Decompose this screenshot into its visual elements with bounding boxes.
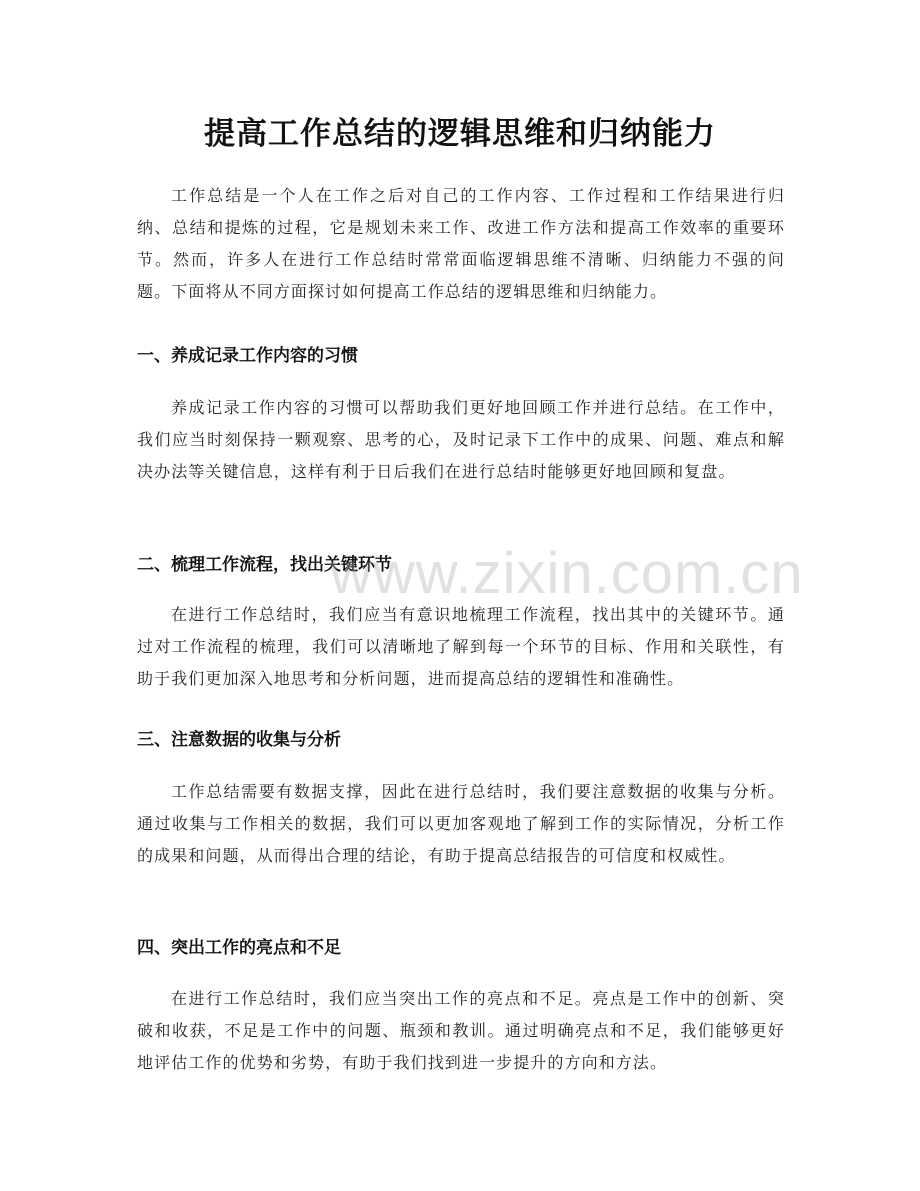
section-heading-1: 一、养成记录工作内容的习惯	[137, 346, 358, 366]
section-heading-3: 三、注意数据的收集与分析	[137, 730, 341, 750]
section-heading-2: 二、梳理工作流程，找出关键环节	[137, 555, 392, 575]
section-body-2: 在进行工作总结时，我们应当有意识地梳理工作流程，找出其中的关键环节。通过对工作流程的梳理，我们可以清晰地了解到每一个环节的目标、作用和关联性，有助于我们更加深入地思考和分析问题，进而提高总结的逻辑性和准确性。	[137, 605, 785, 688]
watermark-logo: www.zixin.com.cn	[330, 541, 804, 606]
section-heading-4: 四、突出工作的亮点和不足	[137, 938, 341, 958]
intro-paragraph: 工作总结是一个人在工作之后对自己的工作内容、工作过程和工作结果进行归纳、总结和提炼的过程，它是规划未来工作、改进工作方法和提高工作效率的重要环节。然而，许多人在进行工作总结时常常面临逻辑思维不清晰、归纳能力不强的问题。下面将从不同方面探讨如何提高工作总结的逻辑思维和归纳能力。	[137, 186, 785, 301]
section-body-1: 养成记录工作内容的习惯可以帮助我们更好地回顾工作并进行总结。在工作中，我们应当时刻保持一颗观察、思考的心，及时记录下工作中的成果、问题、难点和解决办法等关键信息，这样有利于日后我们在进行总结时能够更好地回顾和复盘。	[137, 398, 785, 481]
page-title: 提高工作总结的逻辑思维和归纳能力	[204, 116, 716, 152]
section-body-3: 工作总结需要有数据支撑，因此在进行总结时，我们要注意数据的收集与分析。通过收集与工作相关的数据，我们可以更加客观地了解到工作的实际情况，分析工作的成果和问题，从而得出合理的结论，有助于提高总结报告的可信度和权威性。	[137, 782, 785, 865]
section-body-4: 在进行工作总结时，我们应当突出工作的亮点和不足。亮点是工作中的创新、突破和收获，不足是工作中的问题、瓶颈和教训。通过明确亮点和不足，我们能够更好地评估工作的优势和劣势，有助于我们找到进一步提升的方向和方法。	[137, 989, 785, 1072]
